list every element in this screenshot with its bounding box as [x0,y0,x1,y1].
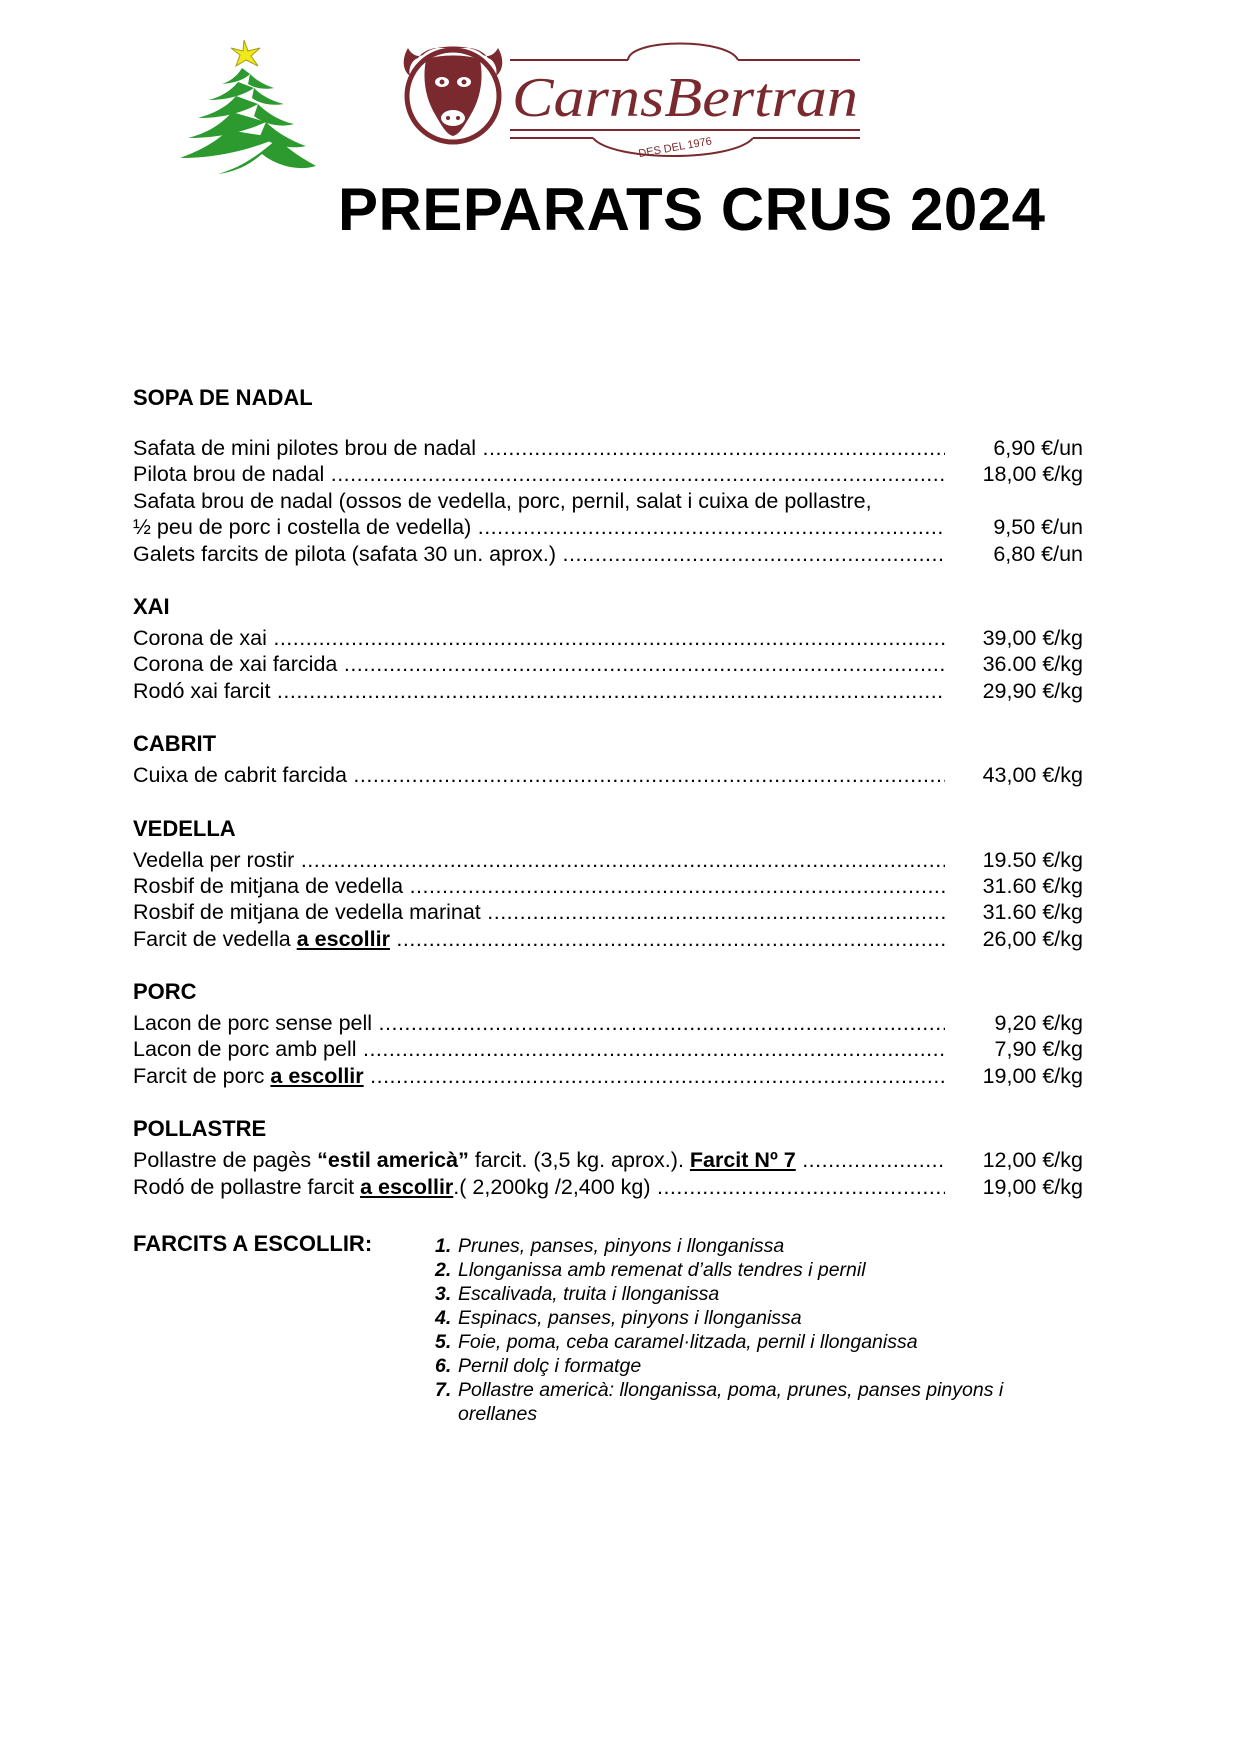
price-row [133,461,1083,487]
price-row [133,762,1083,788]
item-price: 19,00 €/kg [982,1063,1083,1088]
stuffing-number: 5. [435,1331,452,1354]
stuffing-text: Foie, poma, ceba caramel·litzada, pernil i llonganissa [458,1331,918,1354]
stuffing-item [435,1234,1083,1258]
section-heading: SOPA DE NADAL [133,385,313,410]
item-price: 36.00 €/kg [982,652,1083,677]
price-row [133,873,1083,899]
section-heading: PORC [133,979,197,1005]
item-description: Rosbif de mitjana de vedella ..... [133,873,945,899]
item-description [133,926,945,952]
stuffing-choice-emphasis: Farcit Nº 7 [689,1148,796,1173]
item-text: Farcit de porc [133,1063,271,1088]
item-price: 43,00 €/kg [982,763,1083,788]
item-text: Rodó de pollastre farcit [133,1174,361,1199]
item-description: Safata de mini pilotes brou de nadal ..... [133,435,945,461]
item-description [133,1063,945,1089]
stuffings-section [133,1230,1083,1426]
item-description: Cuixa de cabrit farcida ..... [133,762,945,788]
section-cabrit [133,730,1083,788]
stuffing-choice-emphasis: a escollir [360,1174,454,1199]
section-sopa-de-nadal [133,384,1083,567]
stuffing-text: Escalivada, truita i llonganissa [458,1283,720,1306]
section-heading: XAI [133,593,170,619]
stuffing-text: Espinacs, panses, pinyons i llonganissa [458,1307,802,1330]
section-porc [133,978,1083,1089]
item-description: Galets farcits de pilota (safata 30 un. aprox.) ..... [133,541,945,567]
price-row [133,926,1083,952]
item-price: 39,00 €/kg [982,625,1083,650]
stuffing-item [435,1306,1083,1330]
stuffing-text: Prunes, panses, pinyons i llonganissa [458,1235,785,1258]
price-row [133,514,1083,540]
item-price: 31.60 €/kg [982,900,1083,925]
price-row [133,651,1083,677]
item-price: 9,20 €/kg [994,1011,1083,1036]
item-description: Corona de xai farcida ..... [133,651,945,677]
price-row [133,899,1083,925]
price-list [133,384,1083,1426]
price-row [133,435,1083,461]
price-row [133,1063,1083,1089]
item-description: Rosbif de mitjana de vedella marinat ..... [133,899,945,925]
item-price: 9,50 €/un [993,515,1083,540]
item-price: 18,00 €/kg [982,462,1083,487]
price-row [133,1010,1083,1036]
stuffings-heading: FARCITS A ESCOLLIR: [133,1231,373,1257]
price-row [133,488,1083,514]
price-row [133,1147,1083,1173]
christmas-tree-icon [178,38,318,188]
price-row [133,678,1083,704]
item-description: Vedella per rostir ..... [133,847,945,873]
stuffing-item [435,1258,1083,1282]
item-price: 6,80 €/un [993,541,1083,566]
item-description: Corona de xai ..... [133,625,945,651]
item-description [133,1147,945,1173]
price-row [133,625,1083,651]
carns-bertran-logo [398,30,868,162]
stuffing-number: 7. [435,1379,452,1402]
logo-since-text: DES DEL 1976 [637,135,713,161]
price-row [133,1036,1083,1062]
item-price: 12,00 €/kg [982,1148,1083,1173]
item-text: Pollastre de pagès [133,1148,318,1173]
item-description: Lacon de porc sense pell ..... [133,1010,945,1036]
stuffing-number: 4. [435,1307,452,1330]
logo-brand-text: CarnsBertran [512,67,858,129]
item-price: 19,00 €/kg [982,1174,1083,1199]
stuffing-number: 6. [435,1355,452,1378]
item-price: 26,00 €/kg [982,926,1083,951]
item-price: 19.50 €/kg [982,847,1083,872]
stuffing-item [435,1282,1083,1306]
stuffings-list [133,1230,1083,1426]
item-description: Pilota brou de nadal ..... [133,461,945,487]
item-description: Rodó xai farcit ..... [133,678,945,704]
price-row [133,847,1083,873]
item-description [133,1174,945,1200]
section-xai [133,593,1083,704]
stuffing-choice-emphasis: a escollir [270,1063,364,1088]
item-price: 31.60 €/kg [982,873,1083,898]
item-style-bold: “estil americà” [317,1148,469,1173]
stuffing-number: 1. [435,1235,452,1258]
item-text: Farcit de vedella [133,926,297,951]
item-description: ½ peu de porc i costella de vedella) ..... [133,514,945,540]
stuffing-text: Pollastre americà: llonganissa, poma, prunes, panses pinyons i orellanes [458,1379,1004,1426]
section-pollastre [133,1115,1083,1200]
section-heading: CABRIT [133,731,217,757]
price-row [133,1174,1083,1200]
item-description: Safata brou de nadal (ossos de vedella, porc, pernil, salat i cuixa de pollastre, [133,488,872,513]
item-price: 7,90 €/kg [994,1037,1083,1062]
stuffing-choice-emphasis: a escollir [296,926,390,951]
item-price: 29,90 €/kg [982,678,1083,703]
stuffing-item [435,1330,1083,1354]
price-row [133,541,1083,567]
section-heading: VEDELLA [133,815,236,841]
section-heading: POLLASTRE [133,1116,267,1142]
item-description: Lacon de porc amb pell ..... [133,1036,945,1062]
stuffing-number: 3. [435,1283,452,1306]
section-vedella [133,815,1083,953]
stuffing-text: Llonganissa amb remenat d’alls tendres i pernil [458,1259,866,1282]
item-price: 6,90 €/un [993,436,1083,460]
item-weight: .( 2,200kg /2,400 kg) [453,1174,651,1199]
item-text: farcit. (3,5 kg. aprox.). [468,1148,690,1173]
stuffing-text: Pernil dolç i formatge [458,1355,642,1378]
stuffing-item [435,1354,1083,1378]
page-title: PREPARATS CRUS 2024 [338,176,1046,243]
stuffing-item [435,1378,1083,1426]
stuffing-number: 2. [435,1259,452,1282]
